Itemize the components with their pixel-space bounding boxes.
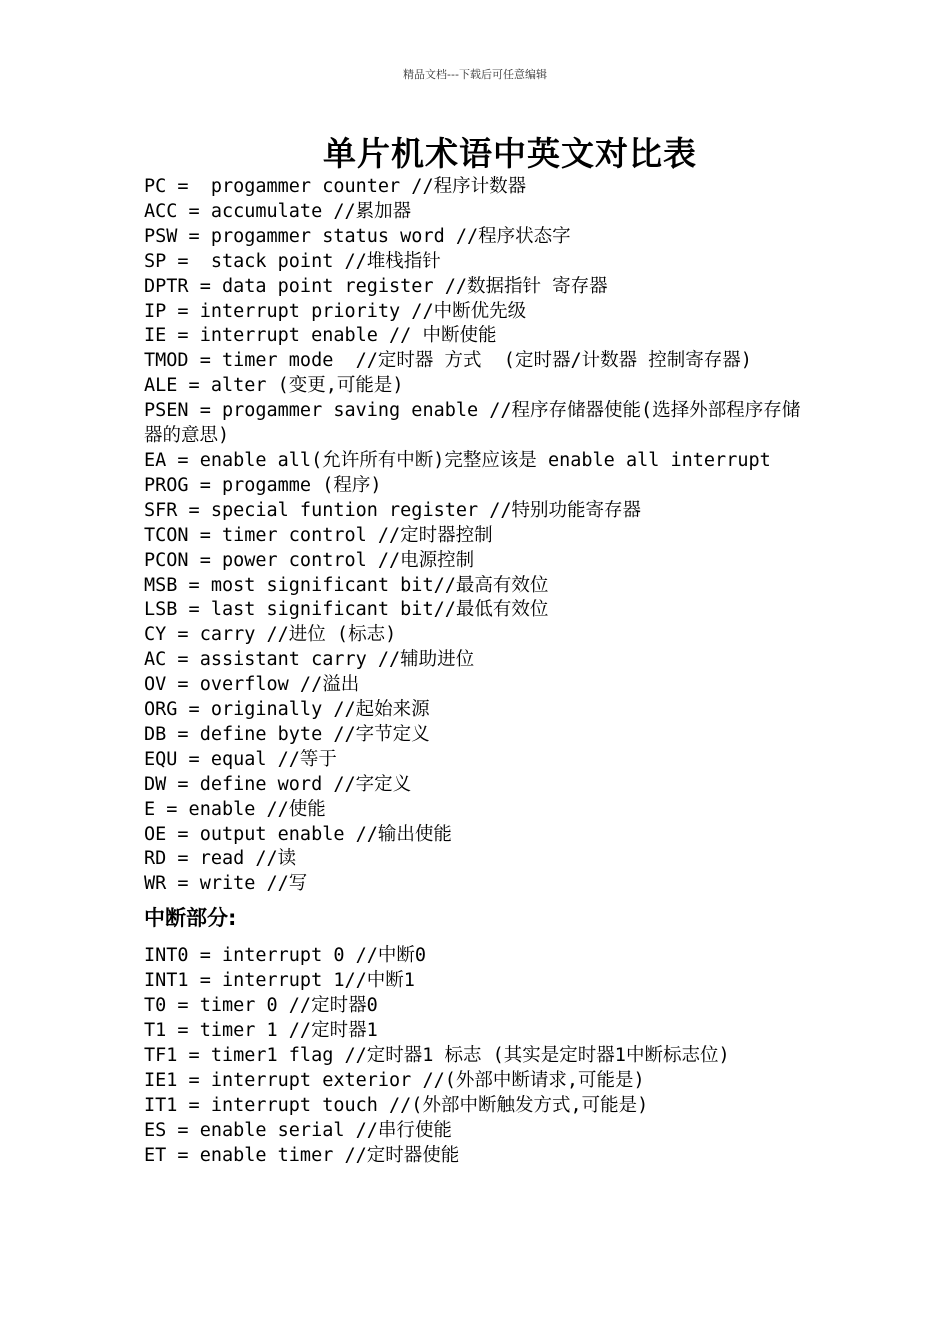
glossary-entry: T0 = timer 0 //定时器0 [144, 995, 378, 1017]
glossary-entry: IP = interrupt priority //中断优先级 [144, 300, 527, 322]
glossary-entry: OE = output enable //输出使能 [144, 823, 452, 845]
glossary-entry: RD = read //读 [144, 848, 297, 870]
glossary-entry: ALE = alter (变更,可能是) [144, 375, 404, 397]
glossary-entry: DW = define word //字定义 [144, 773, 412, 795]
glossary-entry: SFR = special funtion register //特别功能寄存器 [144, 499, 642, 521]
glossary-entry: PCON = power control //电源控制 [144, 549, 475, 571]
glossary-entry: TMOD = timer mode //定时器 方式 (定时器/计数器 控制寄存器) [144, 350, 752, 372]
glossary-entry: AC = assistant carry //辅助进位 [144, 649, 475, 671]
glossary-entry: ORG = originally //起始来源 [144, 699, 430, 721]
glossary-entry: LSB = last significant bit//最低有效位 [144, 599, 549, 621]
glossary-entry: EA = enable all(允许所有中断)完整应该是 enable all interrupt [144, 449, 771, 471]
glossary-entry: PROG = progamme (程序) [144, 474, 382, 496]
glossary-entry: ES = enable serial //串行使能 [144, 1119, 452, 1141]
page-header-note: 精品文档---下载后可任意编辑 [403, 68, 547, 81]
interrupt-section-heading: 中断部分: [144, 906, 237, 931]
document-title: 单片机术语中英文对比表 [323, 134, 697, 173]
glossary-entry: DB = define byte //字节定义 [144, 723, 430, 745]
glossary-entry: CY = carry //进位 (标志) [144, 624, 397, 646]
glossary-entry: OV = overflow //溢出 [144, 674, 360, 696]
glossary-entry: SP = stack point //堆栈指针 [144, 250, 441, 272]
glossary-entry: PC = progammer counter //程序计数器 [144, 176, 527, 197]
glossary-entry: ACC = accumulate //累加器 [144, 200, 412, 222]
glossary-entry: E = enable //使能 [144, 798, 326, 820]
glossary-entry: IE = interrupt enable // 中断使能 [144, 325, 497, 347]
glossary-entry: MSB = most significant bit//最高有效位 [144, 574, 549, 596]
glossary-entry: TF1 = timer1 flag //定时器1 标志 (其实是定时器1中断标志位) [144, 1044, 730, 1066]
glossary-entry: INT0 = interrupt 0 //中断0 [144, 945, 427, 967]
glossary-body [144, 175, 810, 1168]
glossary-entry: DPTR = data point register //数据指针 寄存器 [144, 275, 608, 297]
glossary-entry: PSEN = progammer saving enable //程序存储器使能(选择外部程序存储器的意思) [144, 400, 801, 447]
glossary-entry: T1 = timer 1 //定时器1 [144, 1020, 378, 1041]
glossary-entry: IT1 = interrupt touch //(外部中断触发方式,可能是) [144, 1094, 649, 1116]
glossary-entry: WR = write //写 [144, 873, 308, 895]
glossary-entry: ET = enable timer //定时器使能 [144, 1144, 460, 1166]
glossary-entry: EQU = equal //等于 [144, 748, 337, 770]
register-terms-list [144, 175, 810, 897]
glossary-entry: INT1 = interrupt 1//中断1 [144, 970, 415, 992]
glossary-entry: PSW = progammer status word //程序状态字 [144, 225, 571, 247]
interrupt-terms-list [144, 944, 810, 1168]
glossary-entry: IE1 = interrupt exterior //(外部中断请求,可能是) [144, 1069, 645, 1091]
glossary-entry: TCON = timer control //定时器控制 [144, 524, 493, 546]
